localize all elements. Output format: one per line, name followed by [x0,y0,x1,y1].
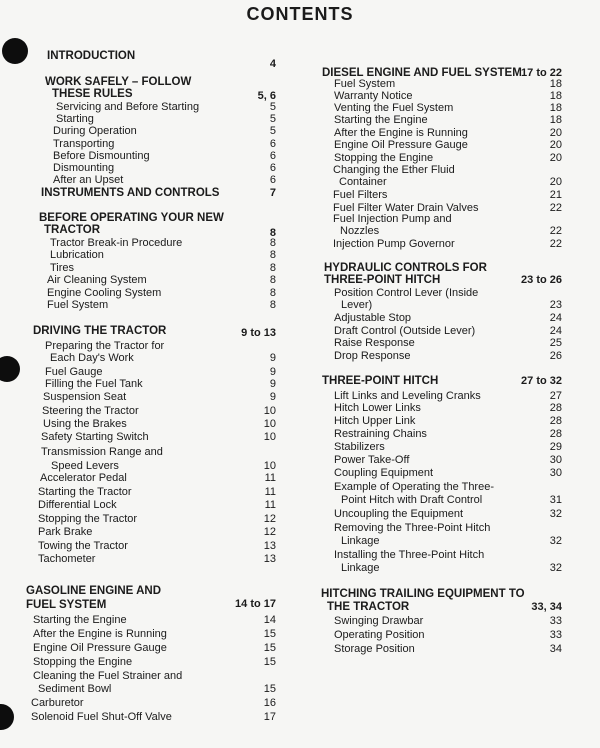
toc-entry: Stopping the Engine [33,656,133,668]
page-number: 18 [549,78,562,90]
section-heading: DRIVING THE TRACTOR [33,325,167,337]
page-number: 18 [549,102,562,114]
page-number: 29 [549,441,562,453]
toc-entry: Fuel Injection Pump and [333,213,452,225]
page-number: 10 [263,418,276,430]
page-number: 27 [549,390,562,402]
page-number: 15 [263,628,276,640]
section-heading: THREE-POINT HITCH [322,375,439,387]
page-number: 25 [549,337,562,349]
page-number: 9 [269,352,276,364]
page-number: 13 [263,540,276,552]
page-number: 12 [263,513,276,525]
page-number: 30 [549,467,562,479]
toc-entry: Container [339,176,387,188]
page-number: 8 [269,274,276,286]
toc-entry: Removing the Three-Point Hitch [334,522,491,534]
page-number: 8 [269,249,276,261]
toc-entry: Raise Response [334,337,415,349]
toc-entry: Suspension Seat [43,391,127,403]
toc-entry: After the Engine is Running [33,628,167,640]
section-heading: THREE-POINT HITCH [324,274,441,286]
page-number: 4 [269,58,276,70]
page-number: 33 [549,629,562,641]
page-number: 27 to 32 [521,375,562,387]
toc-entry: Starting [56,113,94,125]
section-heading: DIESEL ENGINE AND FUEL SYSTEM [322,67,522,79]
page-number: 15 [263,642,276,654]
toc-entry: Fuel System [47,299,109,311]
page-number: 18 [549,114,562,126]
toc-entry: Dismounting [53,162,115,174]
page-number: 23 to 26 [521,274,562,286]
toc-entry: Adjustable Stop [334,312,412,324]
page-number: 9 [269,378,276,390]
page-number: 14 to 17 [235,598,276,610]
toc-entry: Tachometer [38,553,96,565]
toc-entry: Example of Operating the Three- [334,481,494,493]
page-number: 32 [549,562,562,574]
toc-entry: Steering the Tractor [42,405,139,417]
toc-entry: Fuel Gauge [45,366,103,378]
page-number: 6 [269,162,276,174]
page-number: 8 [269,227,276,239]
toc-entry: Engine Cooling System [47,287,162,299]
page-number: 9 [269,391,276,403]
toc-entry: Transmission Range and [41,446,163,458]
toc-entry: Position Control Lever (Inside [334,287,479,299]
toc-entry: Lubrication [50,249,104,261]
toc-entry: Stopping the Engine [334,152,434,164]
toc-entry: Engine Oil Pressure Gauge [334,139,468,151]
toc-entry: Uncoupling the Equipment [334,508,464,520]
page-number: 26 [549,350,562,362]
page-number: 10 [263,460,276,472]
page-number: 22 [549,238,562,250]
page-number: 18 [549,90,562,102]
toc-entry: Hitch Lower Links [334,402,421,414]
section-heading: TRACTOR [44,224,101,236]
page-number: 6 [269,150,276,162]
section-heading: HITCHING TRAILING EQUIPMENT TO [321,588,525,600]
toc-entry: Changing the Ether Fluid [333,164,455,176]
binder-hole-bottom [0,704,14,730]
page-number: 22 [549,225,562,237]
toc-entry: Starting the Engine [334,114,428,126]
page-number: 21 [549,189,562,201]
toc-entry: Sediment Bowl [38,683,112,695]
toc-entry: Installing the Three-Point Hitch [334,549,485,561]
toc-entry: Restraining Chains [334,428,427,440]
page-number: 34 [549,643,562,655]
toc-entry: Nozzles [340,225,380,237]
toc-entry: Power Take-Off [334,454,410,466]
toc-entry: Carburetor [31,697,84,709]
toc-entry: Drop Response [334,350,411,362]
toc-entry: Before Dismounting [53,150,150,162]
toc-entry: Using the Brakes [43,418,127,430]
page-number: 33 [549,615,562,627]
page-number: 5 [269,125,276,137]
page-number: 7 [269,187,276,199]
toc-entry: Lever) [341,299,373,311]
toc-entry: Point Hitch with Draft Control [341,494,483,506]
page-number: 28 [549,415,562,427]
toc-entry: Swinging Drawbar [334,615,424,627]
section-heading: THE TRACTOR [327,601,410,613]
page-number: 20 [549,152,562,164]
section-heading: WORK SAFELY – FOLLOW [45,76,192,88]
toc-entry: Fuel System [334,78,396,90]
toc-entry: Speed Levers [51,460,119,472]
page-number: 23 [549,299,562,311]
page-number: 8 [269,237,276,249]
toc-entry: Storage Position [334,643,415,655]
page-number: 20 [549,139,562,151]
toc-entry: Fuel Filters [333,189,388,201]
page-number: 10 [263,431,276,443]
toc-entry: After an Upset [53,174,124,186]
section-heading: INSTRUMENTS AND CONTROLS [41,187,220,199]
page-number: 16 [263,697,276,709]
toc-entry: Operating Position [334,629,425,641]
toc-entry: After the Engine is Running [334,127,468,139]
toc-entry: Accelerator Pedal [40,472,127,484]
toc-entry: Stopping the Tractor [38,513,138,525]
toc-entry: During Operation [53,125,137,137]
page-number: 8 [269,262,276,274]
page-number: 24 [549,312,562,324]
page-number: 20 [549,176,562,188]
toc-entry: Venting the Fuel System [334,102,454,114]
page-number: 13 [263,553,276,565]
toc-entry: Engine Oil Pressure Gauge [33,642,167,654]
page-number: 31 [549,494,562,506]
toc-entry: Filling the Fuel Tank [45,378,143,390]
page-number: 6 [269,174,276,186]
section-heading: BEFORE OPERATING YOUR NEW [39,212,224,224]
toc-entry: Starting the Tractor [38,486,132,498]
page-number: 14 [263,614,276,626]
toc-entry: Lift Links and Leveling Cranks [334,390,481,402]
page-number: 8 [269,287,276,299]
toc-entry: Coupling Equipment [334,467,434,479]
section-heading: FUEL SYSTEM [26,599,107,611]
page-number: 33, 34 [531,601,562,613]
page-number: 11 [264,499,276,511]
page-title: CONTENTS [246,4,354,24]
page-number: 8 [269,299,276,311]
page-number: 9 to 13 [241,327,276,339]
page-number: 17 [263,711,276,723]
page-number: 32 [549,535,562,547]
binder-hole-middle [0,356,20,382]
toc-entry: Draft Control (Outside Lever) [334,325,476,337]
toc-entry: Differential Lock [38,499,117,511]
section-heading: HYDRAULIC CONTROLS FOR [324,262,487,274]
toc-entry: Safety Starting Switch [41,431,149,443]
page-number: 5 [269,113,276,125]
page-number: 11 [264,472,276,484]
page-number: 11 [264,486,276,498]
page-number: 10 [263,405,276,417]
page-number: 12 [263,526,276,538]
page-number: 15 [263,656,276,668]
page-number: 22 [549,202,562,214]
toc-entry: Tires [50,262,75,274]
toc-entry: Linkage [341,562,380,574]
toc-entry: Starting the Engine [33,614,127,626]
page-number: 30 [549,454,562,466]
page-number: 5, 6 [257,90,276,102]
toc-entry: Hitch Upper Link [334,415,416,427]
page-number: 32 [549,508,562,520]
toc-entry: Warranty Notice [334,90,413,102]
binder-hole-top [2,38,28,64]
toc-entry: Injection Pump Governor [333,238,455,250]
toc-entry: Stabilizers [334,441,385,453]
toc-entry: Linkage [341,535,380,547]
page-number: 20 [549,127,562,139]
section-heading: GASOLINE ENGINE AND [26,585,162,597]
page-number: 15 [263,683,276,695]
toc-entry: Park Brake [38,526,93,538]
toc-entry: Tractor Break-in Procedure [50,237,183,249]
toc-entry: Preparing the Tractor for [45,340,165,352]
toc-entry: Transporting [53,138,115,150]
page-number: 28 [549,402,562,414]
toc-entry: Cleaning the Fuel Strainer and [33,670,183,682]
toc-entry: Solenoid Fuel Shut-Off Valve [31,711,172,723]
section-heading: THESE RULES [52,88,133,100]
page-number: 17 to 22 [521,67,562,79]
toc-entry: Servicing and Before Starting [56,101,200,113]
page-number: 28 [549,428,562,440]
page-number: 9 [269,366,276,378]
toc-entry: Fuel Filter Water Drain Valves [333,202,479,214]
toc-entry: Each Day's Work [50,352,134,364]
page-number: 6 [269,138,276,150]
page-number: 24 [549,325,562,337]
toc-entry: Air Cleaning System [47,274,147,286]
page-number: 5 [269,101,276,113]
toc-entry: Towing the Tractor [38,540,128,552]
section-heading: INTRODUCTION [47,50,136,62]
